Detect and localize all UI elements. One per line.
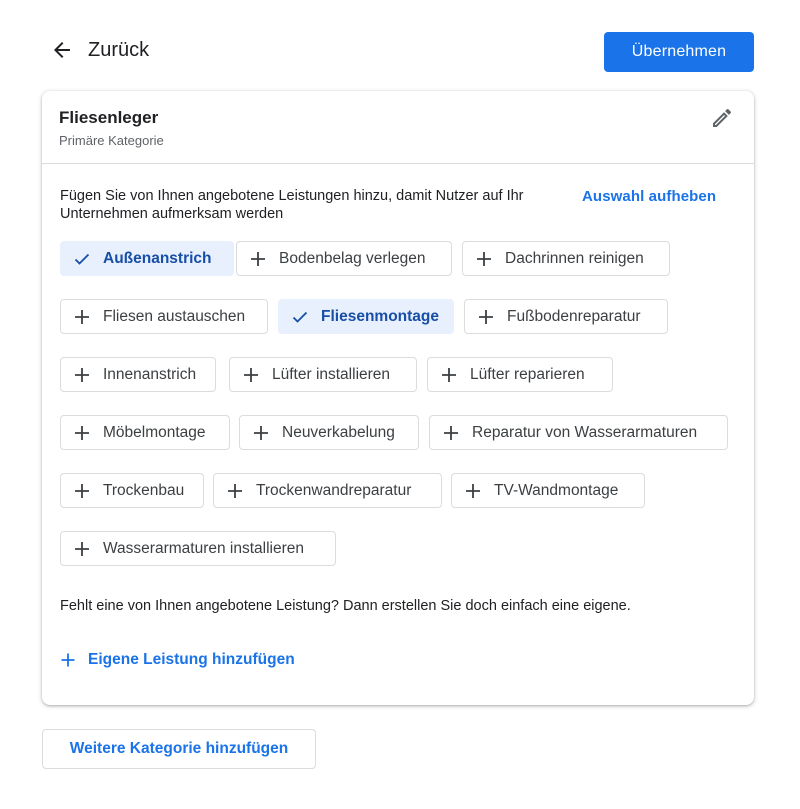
- service-chip-label: Neuverkabelung: [282, 423, 395, 441]
- service-chip[interactable]: [462, 241, 670, 276]
- pencil-icon[interactable]: [710, 106, 734, 130]
- plus-icon: [73, 366, 91, 384]
- missing-service-text: Fehlt eine von Ihnen angebotene Leistung? Dann erstellen Sie doch einfach eine eigene.: [60, 598, 631, 614]
- back-button[interactable]: [50, 34, 149, 66]
- clear-selection-link[interactable]: Auswahl aufheben: [582, 188, 717, 205]
- plus-icon: [249, 250, 267, 268]
- category-card: [42, 91, 754, 705]
- check-icon: [73, 250, 91, 268]
- check-icon: [291, 308, 309, 326]
- service-chip[interactable]: [239, 415, 419, 450]
- service-chip[interactable]: [236, 241, 452, 276]
- service-chip[interactable]: [60, 241, 234, 276]
- plus-icon: [73, 424, 91, 442]
- category-subtitle: Primäre Kategorie: [59, 133, 164, 148]
- service-chip-label: Außenanstrich: [103, 249, 212, 267]
- top-bar: [0, 0, 800, 90]
- plus-icon: [440, 366, 458, 384]
- service-chip-label: Lüfter reparieren: [470, 365, 585, 383]
- plus-icon: [464, 482, 482, 500]
- add-category-button[interactable]: Weitere Kategorie hinzufügen: [42, 729, 316, 769]
- service-chip-label: Wasserarmaturen installieren: [103, 539, 305, 557]
- plus-icon: [226, 482, 244, 500]
- service-chip-label: Fliesenmontage: [321, 307, 439, 325]
- service-chip-label: Bodenbelag verlegen: [279, 249, 426, 267]
- service-chip-label: Lüfter installieren: [272, 365, 391, 383]
- service-chip[interactable]: [60, 415, 230, 450]
- plus-icon: [73, 540, 91, 558]
- service-chip[interactable]: [451, 473, 645, 508]
- service-chip[interactable]: [229, 357, 417, 392]
- service-chip[interactable]: [60, 299, 268, 334]
- service-chip-label: Dachrinnen reinigen: [505, 249, 644, 267]
- category-header: [42, 91, 754, 164]
- category-name: Fliesenleger: [59, 108, 159, 127]
- service-chip-label: Trockenwandreparatur: [256, 481, 412, 499]
- plus-icon: [477, 308, 495, 326]
- service-chip[interactable]: [60, 531, 336, 566]
- service-chip[interactable]: [60, 473, 204, 508]
- add-own-service-button[interactable]: [60, 649, 295, 671]
- service-chip[interactable]: [278, 299, 454, 334]
- service-chip-label: TV-Wandmontage: [494, 481, 619, 499]
- arrow-back-icon: [50, 38, 74, 62]
- service-chip-label: Innenanstrich: [103, 365, 197, 383]
- plus-icon: [252, 424, 270, 442]
- back-label: Zurück: [88, 38, 150, 61]
- service-chip[interactable]: [213, 473, 442, 508]
- plus-icon: [442, 424, 460, 442]
- services-intro: Fügen Sie von Ihnen angebotene Leistungen hinzu, damit Nutzer auf Ihr Unternehmen aufmerksam werden: [60, 188, 524, 222]
- service-chip[interactable]: [464, 299, 668, 334]
- service-chip-label: Fußbodenreparatur: [507, 307, 641, 325]
- add-own-service-label: Eigene Leistung hinzufügen: [88, 651, 295, 668]
- service-chip[interactable]: [429, 415, 728, 450]
- plus-icon: [73, 482, 91, 500]
- service-chip[interactable]: [60, 357, 216, 392]
- service-chip[interactable]: [427, 357, 613, 392]
- service-chip-label: Reparatur von Wasserarmaturen: [472, 423, 698, 441]
- service-chip-label: Trockenbau: [103, 481, 185, 499]
- service-chip-label: Möbelmontage: [103, 423, 206, 441]
- apply-button[interactable]: Übernehmen: [604, 32, 754, 72]
- plus-icon: [60, 652, 76, 668]
- plus-icon: [73, 308, 91, 326]
- plus-icon: [242, 366, 260, 384]
- service-chip-label: Fliesen austauschen: [103, 307, 246, 325]
- plus-icon: [475, 250, 493, 268]
